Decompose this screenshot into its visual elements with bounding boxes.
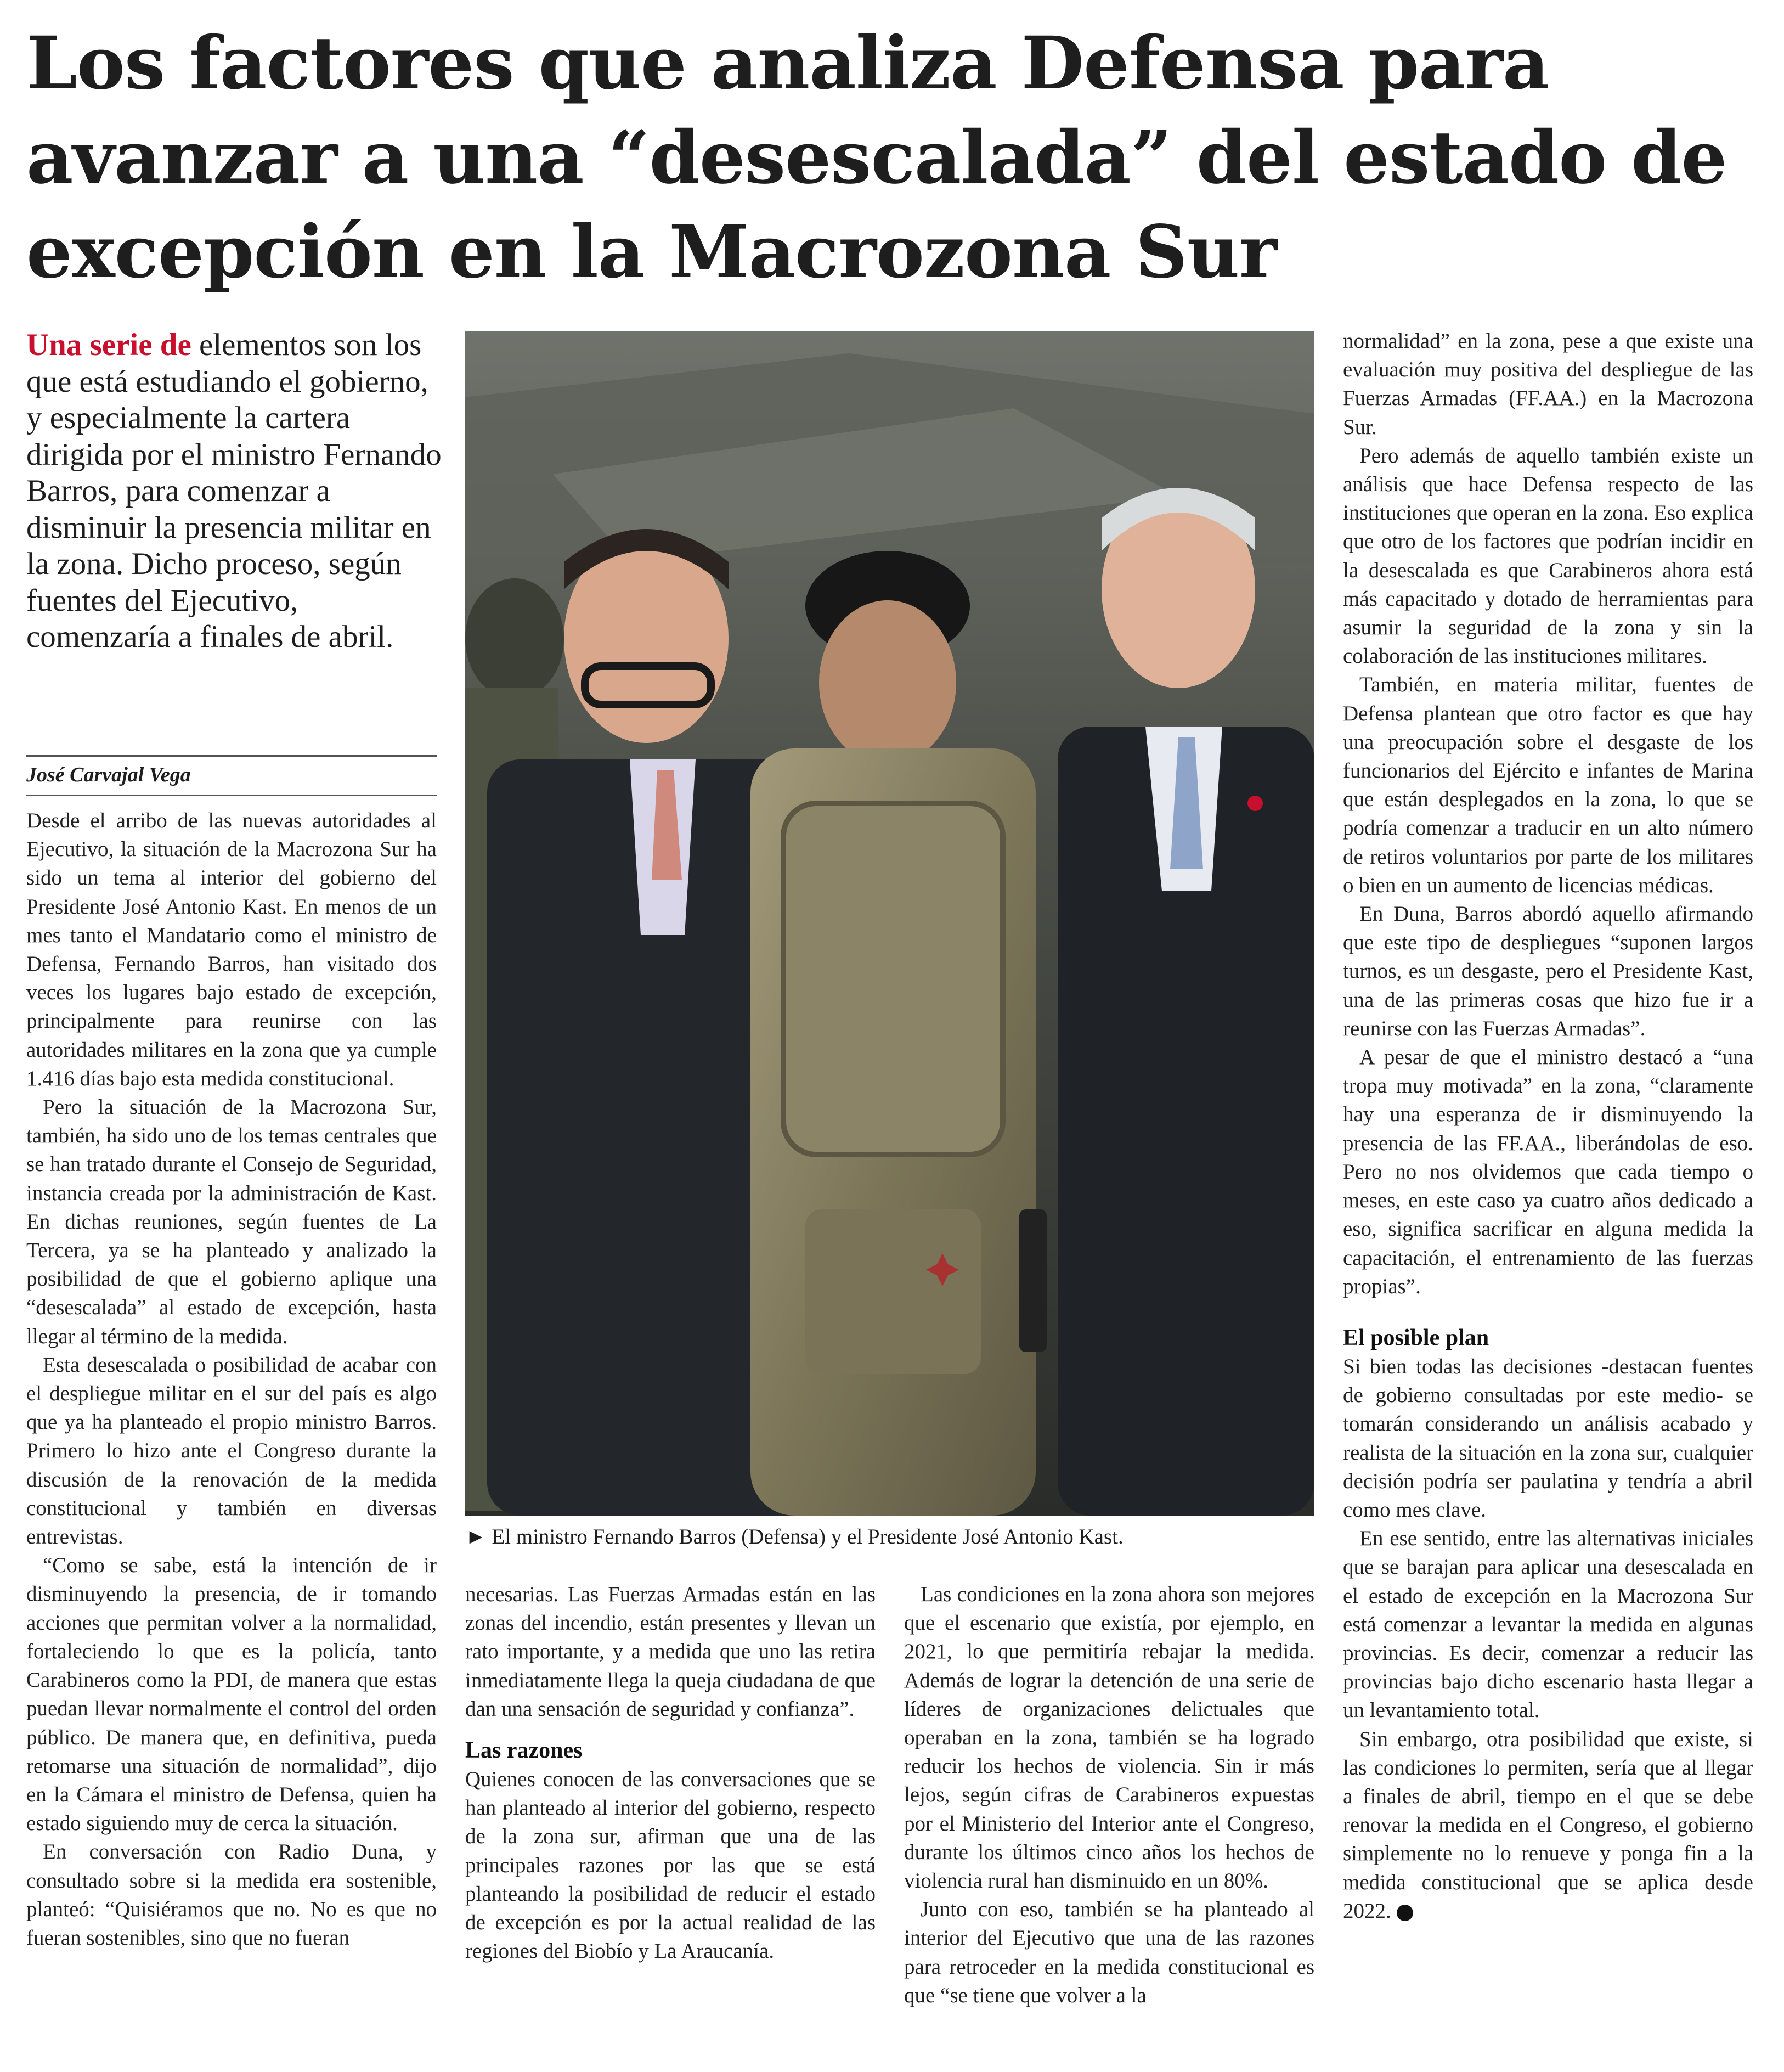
paragraph: También, en materia militar, fuentes de Defensa plantean que otro factor es que hay una preocupación sobre el desgaste de los funcionarios del Ejército e infantes de Marina que están desplegados en la zona, lo que se podría comenzar a traducir en un alto número de retiros voluntarios por parte de los militares o bien en un aumento de licencias médicas. xyxy=(1343,673,1753,897)
paragraph: Quienes conocen de las conversaciones que se han planteado al interior del gobierno, respecto de la zona sur, afirman que una de las principales razones por las que se está planteando la posibilidad de reducir el estado de excepción es por la actual realidad de las regiones del Biobío y La Araucanía. xyxy=(465,1767,876,1963)
paragraph: necesarias. Las Fuerzas Armadas están en las zonas del incendio, están presentes y llevan un rato importante, y a medida que uno las retira inmediatamente llega la queja ciudadana de que dan una sensación de seguridad y confianza”. xyxy=(465,1583,876,1721)
lead-paragraph xyxy=(26,327,443,656)
paragraph xyxy=(1343,1725,1753,1925)
lead-kicker: Una serie de xyxy=(26,328,191,362)
subheading-las-razones: Las razones xyxy=(465,1738,583,1764)
paragraph: Pero la situación de la Macrozona Sur, también, ha sido uno de los temas centrales que se han tratado durante el Consejo de Seguridad, instancia creada por la administración de Kast. En dichas reuniones, según fuentes de La Tercera, ya se ha planteado y analizado la posibilidad de que el gobierno aplique una “desescalada” al estado de excepción, hasta llegar al término de la medida. xyxy=(26,1095,437,1348)
byline-rule-bottom xyxy=(26,795,437,796)
lead-text: elementos son los que está estudiando el gobierno, y especialmente la cartera dirigida por el ministro Fernando Barros, para comenzar a disminuir la presencia militar en la zona. Dicho proceso, según fuentes del Ejecutivo, comenzaría a finales de abril. xyxy=(26,328,442,654)
paragraph: Esta desescalada o posibilidad de acabar con el despliegue militar en el sur del país es algo que ya ha planteado el propio ministro Barros. Primero lo hizo ante el Congreso durante la discusión de la renovación de la medida constitucional y también en diversas entrevistas. xyxy=(26,1353,437,1549)
paragraph: Pero además de aquello también existe un análisis que hace Defensa respecto de las instituciones que operan en la zona. Eso explica que otro de los factores que podrían incidir en la desescalada es que Carabineros ahora está más capacitado y dotado de herramientas para asumir la seguridad de la zona y sin la colaboración de las instituciones militares. xyxy=(1343,443,1753,668)
paragraph: Si bien todas las decisiones -destacan fuentes de gobierno consultadas por este medio- se tomarán considerando un análisis acabado y realista de la situación en la zona sur, cualquier decisión podría ser paulatina y tendría a abril como mes clave. xyxy=(1343,1354,1753,1522)
article-column-3 xyxy=(904,1580,1314,2010)
paragraph: “Como se sabe, está la intención de ir disminuyendo la presencia, de ir tomando acciones que permitan volver a la normalidad, fortaleciendo lo que es la policía, tanto Carabineros como la PDI, de manera que estas puedan llevar normalmente el control del orden público. De manera que, en definitiva, pueda retomarse una situación de normalidad”, dijo en la Cámara el ministro de Defensa, quien ha estado siguiendo muy de cerca la situación. xyxy=(26,1553,437,1835)
byline: José Carvajal Vega xyxy=(26,763,191,786)
paragraph: Las condiciones en la zona ahora son mejores que el escenario que existía, por ejemplo, en 2021, lo que permitiría rebajar la medida. Además de lograr la detención de una serie de líderes de organizaciones delictuales que operaban en la zona, también se ha logrado reducir los hechos de violencia. Sin ir más lejos, según cifras de Carabineros expuestas por el Ministerio del Interior ante el Congreso, durante los últimos cinco años los hechos de violencia rural han disminuido en un 80%. xyxy=(904,1583,1314,1893)
byline-rule-top xyxy=(26,755,437,757)
paragraph: En conversación con Radio Duna, y consultado sobre si la medida era sostenible, planteó: “Quisiéramos que no. No es que no fueran sostenibles, sino que no fueran xyxy=(26,1840,437,1950)
article-column-2 xyxy=(465,1580,876,1966)
paragraph-text: Sin embargo, otra posibilidad que existe, si las condiciones lo permiten, sería que al llegar a finales de abril, tiempo en el que se debe renovar la medida en el Congreso, el gobierno simplemente no lo renueve y ponga fin a la medida constitucional que se aplica desde 2022. xyxy=(1343,1727,1753,1923)
paragraph: A pesar de que el ministro destacó a “una tropa muy motivada” en la zona, “claramente hay una esperanza de ir disminuyendo la presencia de las FF.AA., liberándolas de eso. Pero no nos olvidemos que cada tiempo o meses, en este caso ya cuatro años dedicado a eso, significa sacrificar en alguna medida la capacitación, el entrenamiento de las fuerzas propias”. xyxy=(1343,1045,1753,1298)
paragraph: Junto con eso, también se ha planteado al interior del Ejecutivo que una de las razones para retroceder en la medida constitucional es que “se tiene que volver a la xyxy=(904,1898,1314,2007)
article-column-4 xyxy=(1343,327,1753,1925)
headline: Los factores que analiza Defensa para avanzar a una “desescalada” del estado de excepción en la Macrozona Sur xyxy=(26,21,1727,295)
photo-illustration xyxy=(465,331,1314,1516)
article-column-1 xyxy=(26,807,437,1952)
paragraph: En Duna, Barros abordó aquello afirmando que este tipo de despliegues “suponen largos turnos, es un desgaste, pero el Presidente Kast, una de las primeras cosas que hizo fue ir a reunirse con las Fuerzas Armadas”. xyxy=(1343,902,1753,1040)
paragraph: Desde el arribo de las nuevas autoridades al Ejecutivo, la situación de la Macrozona Sur ha sido un tema al interior del gobierno del Presidente José Antonio Kast. En menos de un mes tanto el Mandatario como el ministro de Defensa, Fernando Barros, han visitado dos veces los lugares bajo estado de excepción, principalmente para reunirse con las autoridades militares en la zona que ya cumple 1.416 días bajo esta medida constitucional. xyxy=(26,809,437,1090)
paragraph: En ese sentido, entre las alternativas iniciales que se barajan para aplicar una desescalada en el estado de excepción en la Macrozona Sur está comenzar a levantar la medida en algunas provincias. Es decir, comenzar a reducir las provincias bajo dicho escenario hasta llegar a un levantamiento total. xyxy=(1343,1527,1753,1722)
paragraph: normalidad” en la zona, pese a que existe una evaluación muy positiva del despliegue de las Fuerzas Armadas (FF.AA.) en la Macrozona Sur. xyxy=(1343,329,1753,439)
end-of-article-dot-icon xyxy=(1397,1905,1413,1921)
subheading-el-posible-plan: El posible plan xyxy=(1343,1325,1489,1350)
photo-caption: ► El ministro Fernando Barros (Defensa) y el Presidente José Antonio Kast. xyxy=(465,1525,1124,1549)
article-photo xyxy=(465,331,1314,1516)
